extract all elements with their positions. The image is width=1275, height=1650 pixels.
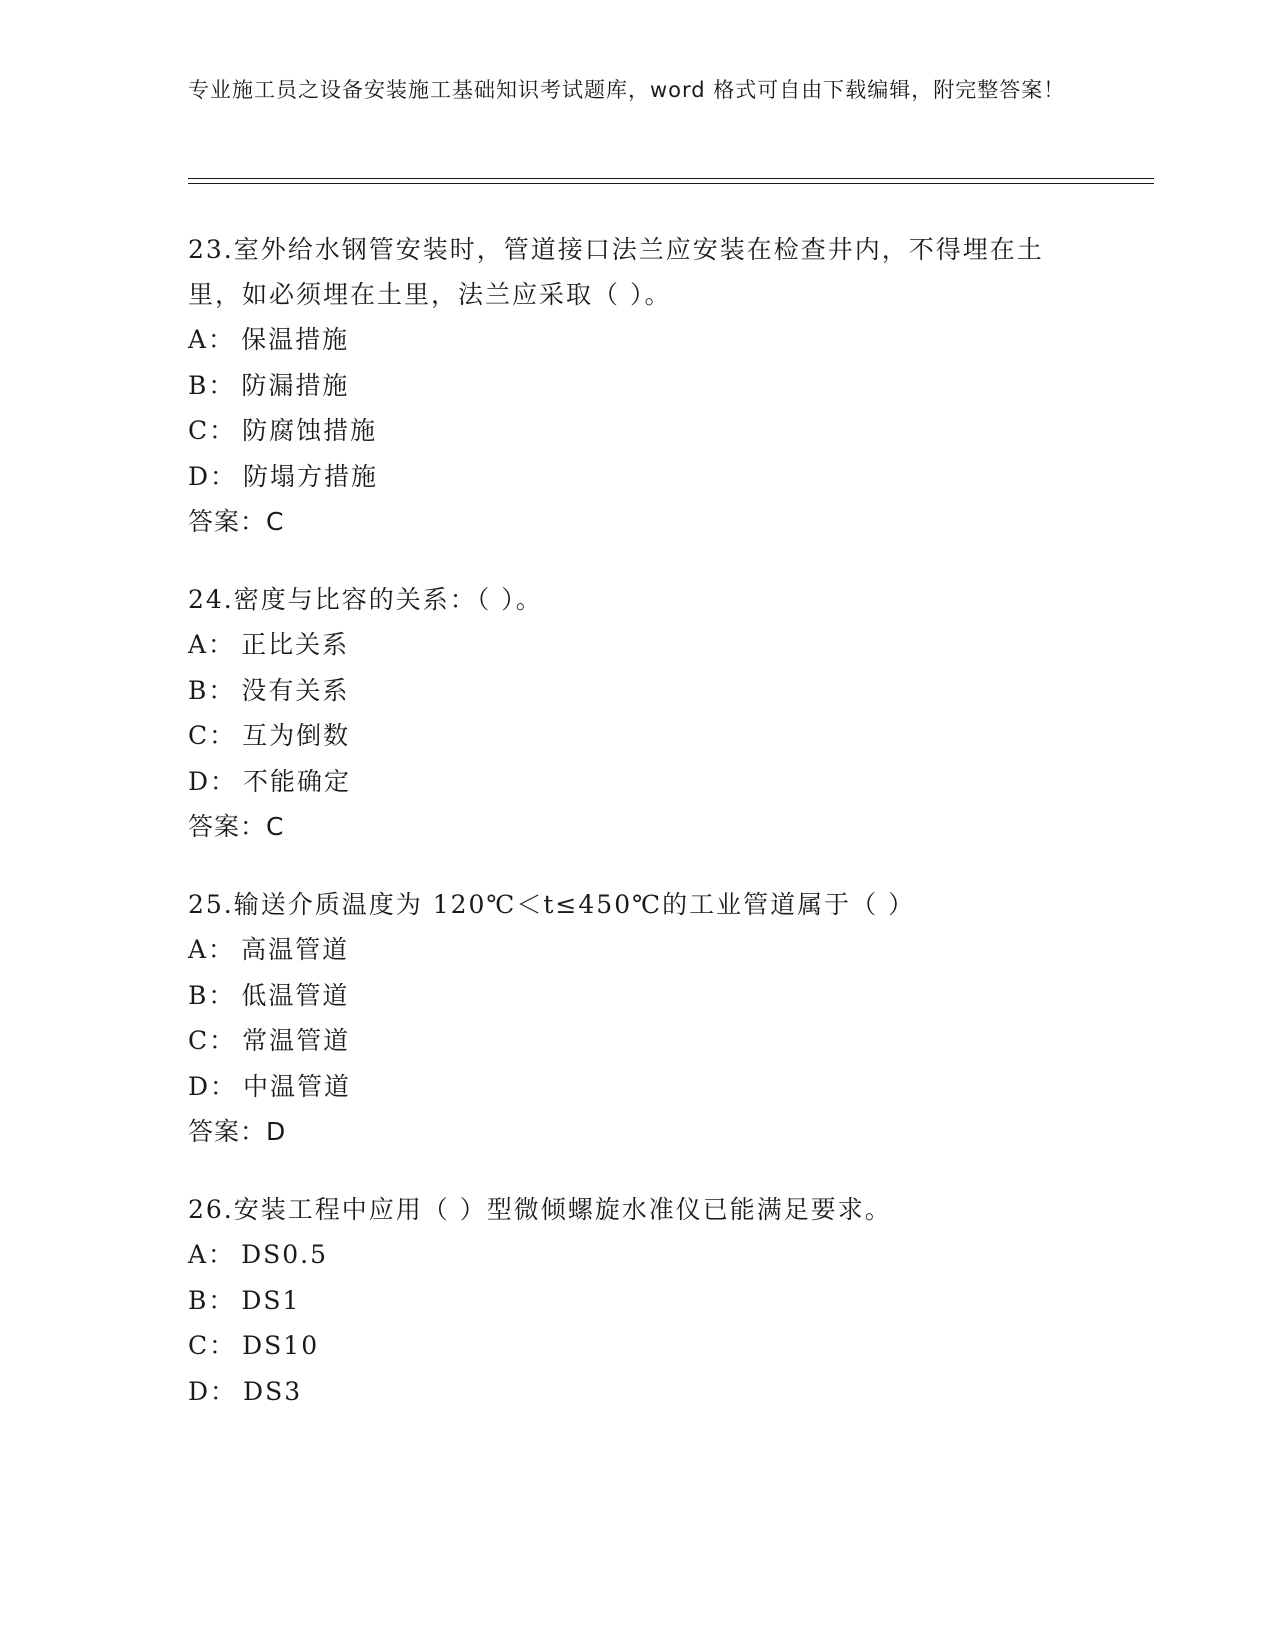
option-b bbox=[188, 1278, 1088, 1324]
option-letter: B： bbox=[188, 370, 236, 400]
option-text: DS10 bbox=[242, 1331, 320, 1360]
header-divider-top bbox=[188, 178, 1154, 179]
option-text: 保温措施 bbox=[241, 325, 350, 354]
question-stem: 23.室外给水钢管安装时，管道接口法兰应安装在检查井内，不得埋在土里，如必须埋在土里，法兰应采取（ ）。 bbox=[188, 235, 1044, 309]
option-letter: A： bbox=[188, 630, 236, 659]
option-a bbox=[188, 927, 1088, 973]
option-text: 不能确定 bbox=[243, 766, 352, 796]
option-text: 没有关系 bbox=[241, 675, 350, 705]
answer-line: 答案：D bbox=[188, 1117, 287, 1146]
option-text: 高温管道 bbox=[241, 935, 350, 964]
option-text: DS0.5 bbox=[241, 1240, 328, 1269]
question-26 bbox=[188, 1187, 1088, 1414]
option-d bbox=[188, 454, 1088, 500]
option-text: DS1 bbox=[241, 1285, 301, 1315]
question-stem: 24.密度与比容的关系：（ ）。 bbox=[188, 585, 543, 614]
option-letter: A： bbox=[188, 1240, 236, 1269]
option-letter: D： bbox=[188, 1376, 238, 1406]
option-b bbox=[188, 668, 1088, 714]
option-letter: A： bbox=[188, 325, 236, 354]
option-letter: C： bbox=[188, 416, 237, 445]
option-text: 防腐蚀措施 bbox=[242, 416, 378, 445]
option-letter: A： bbox=[188, 935, 236, 964]
option-letter: C： bbox=[188, 721, 237, 750]
option-a bbox=[188, 317, 1088, 363]
option-a bbox=[188, 1232, 1088, 1278]
option-c bbox=[188, 1018, 1088, 1064]
option-letter: D： bbox=[188, 1071, 238, 1101]
answer-line: 答案：C bbox=[188, 812, 285, 841]
option-letter: C： bbox=[188, 1026, 237, 1055]
header-divider-bottom bbox=[188, 183, 1154, 184]
option-letter: D： bbox=[188, 461, 238, 491]
option-b bbox=[188, 363, 1088, 409]
question-stem: 26.安装工程中应用（ ）型微倾螺旋水准仪已能满足要求。 bbox=[188, 1195, 892, 1224]
option-d bbox=[188, 759, 1088, 805]
option-text: 低温管道 bbox=[241, 980, 350, 1010]
option-c bbox=[188, 713, 1088, 759]
question-24 bbox=[188, 577, 1088, 850]
option-text: 常温管道 bbox=[242, 1026, 351, 1055]
option-letter: D： bbox=[188, 766, 238, 796]
document-header: 专业施工员之设备安装施工基础知识考试题库，word 格式可自由下载编辑，附完整答案！ bbox=[188, 78, 1066, 102]
question-stem: 25.输送介质温度为 120℃＜t≤450℃的工业管道属于（ ） bbox=[188, 890, 916, 919]
option-a bbox=[188, 622, 1088, 668]
option-letter: B： bbox=[188, 1285, 236, 1315]
option-d bbox=[188, 1369, 1088, 1415]
option-c bbox=[188, 1323, 1088, 1369]
answer-line: 答案：C bbox=[188, 507, 285, 536]
option-d bbox=[188, 1064, 1088, 1110]
question-23 bbox=[188, 227, 1088, 545]
option-text: 防漏措施 bbox=[241, 370, 350, 400]
option-c bbox=[188, 408, 1088, 454]
option-letter: B： bbox=[188, 675, 236, 705]
question-25 bbox=[188, 882, 1088, 1155]
option-text: 正比关系 bbox=[241, 630, 350, 659]
option-text: 中温管道 bbox=[243, 1071, 352, 1101]
option-text: 防塌方措施 bbox=[243, 461, 379, 491]
option-letter: B： bbox=[188, 980, 236, 1010]
option-text: DS3 bbox=[243, 1376, 303, 1406]
option-b bbox=[188, 973, 1088, 1019]
option-text: 互为倒数 bbox=[242, 721, 351, 750]
option-letter: C： bbox=[188, 1331, 237, 1360]
